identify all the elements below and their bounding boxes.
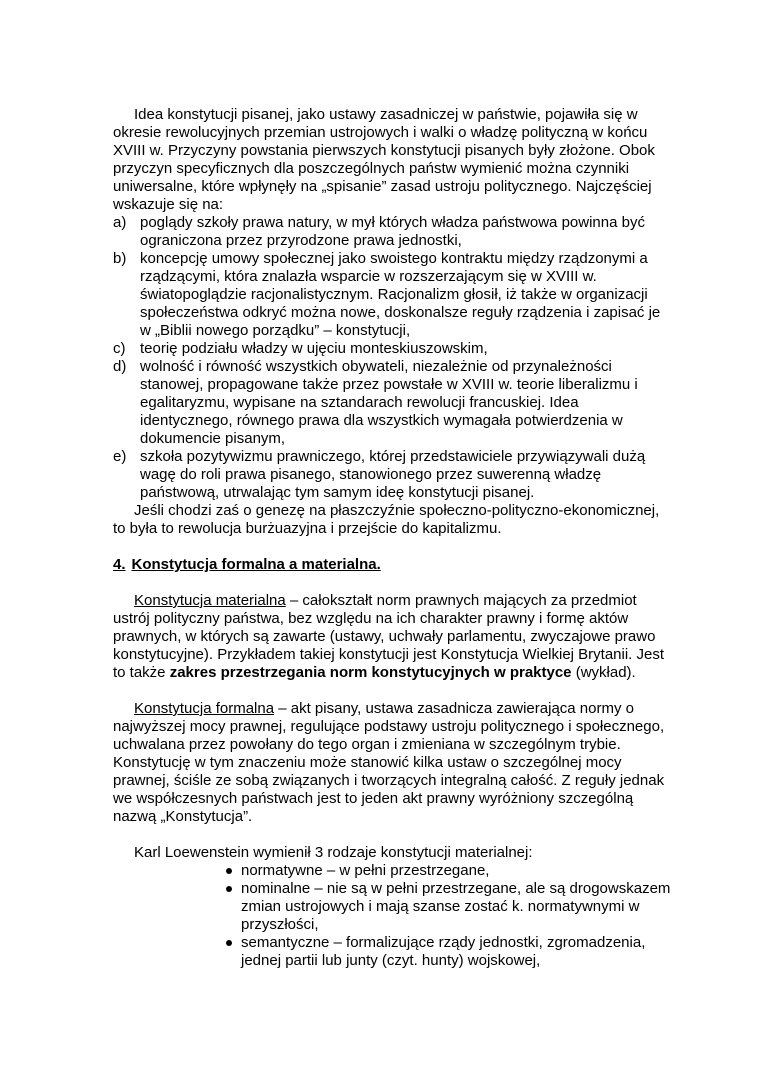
list-marker: b) [113,250,127,267]
list-item [113,358,673,448]
list-item [113,880,673,934]
material-bold: zakres przestrzegania norm konstytucyjnych w praktyce [169,664,572,681]
section-number: 4. [113,556,126,573]
list-item-text: poglądy szkoły prawa natury, w mył których władza państwowa powinna być ograniczona przez przyrodzone prawa jednostki, [140,214,645,249]
list-item [113,340,673,358]
list-item-text: koncepcję umowy społecznej jako swoistego kontraktu między rządzonymi a rządzącymi, która znalazła wsparcie w rozszerzającym się w XVIII w. światopoglądzie racjonalistycznym. Racjonalizm głosił, iż także w organizacji społeczeństwa odkryć można nowe, doskonalsze reguły rządzenia i zapisać je w „Biblii nowego porządku” – konstytucji, [140,250,661,339]
intro-paragraph: Idea konstytucji pisanej, jako ustawy zasadniczej w państwie, pojawiła się w okresie rewolucyjnych przemian ustrojowych i walki o władzę polityczną w końcu XVIII w. Przyczyny powstania pierwszych konstytucji pisanych były złożone. Obok przyczyn specyficznych dla poszczególnych państw wymienić można czynniki uniwersalne, które wpłynęły na „spisanie” zasad ustroju politycznego. Najczęściej wskazuje się na: [113,106,655,213]
list-item [113,214,673,250]
list-marker: c) [113,340,126,357]
bullet-icon [226,940,232,946]
bullet-icon [226,886,232,892]
list-item-text: szkoła pozytywizmu prawniczego, której przedstawiciele przywiązywali dużą wagę do roli prawa pisanego, stanowionego przez suwerenną władzę państwową, utrwalając tym samym ideę konstytucji pisanej. [140,448,646,501]
bullet-icon [226,868,232,874]
factors-list [113,214,673,502]
list-item-text: semantyczne – formalizujące rządy jednostki, zgromadzenia, jednej partii lub junty (czyt. hunty) wojskowej, [241,934,646,969]
list-item [113,448,673,502]
formal-term: Konstytucja formalna [134,700,275,717]
formal-text: – akt pisany, ustawa zasadnicza zawierająca normy o najwyższej mocy prawnej, regulujące podstawy ustroju politycznego i społecznego, uchwalana przez powołany do tego organ i zmieniana w szczególnym trybie. Konstytucję w tym znaczeniu może stanowić kilka ustaw o szczególnej mocy prawnej, ściśle ze sobą związanych i tworzących integralną całość. Z reguły jednak we współczesnych państwach jest to jeden akt prawny wyróżniony szczególną nazwą „Konstytucja”. [113,700,665,825]
closing-paragraph: Jeśli chodzi zaś o genezę na płaszczyźnie społeczno-polityczno-ekonomicznej, to była to rewolucja burżuazyjna i przejście do kapitalizmu. [113,502,660,537]
material-term: Konstytucja materialna [134,592,286,609]
list-marker: d) [113,358,127,375]
document-page [113,106,673,970]
loewenstein-list [113,862,673,970]
list-item [113,934,673,970]
list-item-text: wolność i równość wszystkich obywateli, niezależnie od przynależności stanowej, propagowane także przez powstałe w XVIII w. teorie liberalizmu i egalitaryzmu, wypisane na sztandarach rewolucji francuskiej. Idea identycznego, równego prawa dla wszystkich wymagała potwierdzenia w dokumencie pisanym, [140,358,638,447]
list-marker: a) [113,214,127,231]
list-item-text: normatywne – w pełni przestrzegane, [241,862,490,879]
material-paragraph [113,592,673,682]
formal-paragraph [113,700,673,826]
section-title: Konstytucja formalna a materialna. [131,556,381,573]
material-tail: (wykład). [571,664,636,681]
section-heading [113,556,673,574]
list-item [113,862,673,880]
list-item-text: teorię podziału władzy w ujęciu monteskiuszowskim, [140,340,488,357]
loewenstein-intro: Karl Loewenstein wymienił 3 rodzaje konstytucji materialnej: [134,844,533,861]
list-item-text: nominalne – nie są w pełni przestrzegane, ale są drogowskazem zmian ustrojowych i mają szanse zostać k. normatywnymi w przyszłości, [241,880,671,933]
list-item [113,250,673,340]
list-marker: e) [113,448,127,465]
material-text: – całokształt norm prawnych mających za przedmiot ustrój polityczny państwa, bez względu na ich charakter prawny i formę aktów prawnych, w których są zawarte (ustawy, uchwały parlamentu, zwyczajowe prawo konstytucyjne). Przykładem takiej konstytucji jest Konstytucja Wielkiej Brytanii. Jest to także [113,592,665,681]
